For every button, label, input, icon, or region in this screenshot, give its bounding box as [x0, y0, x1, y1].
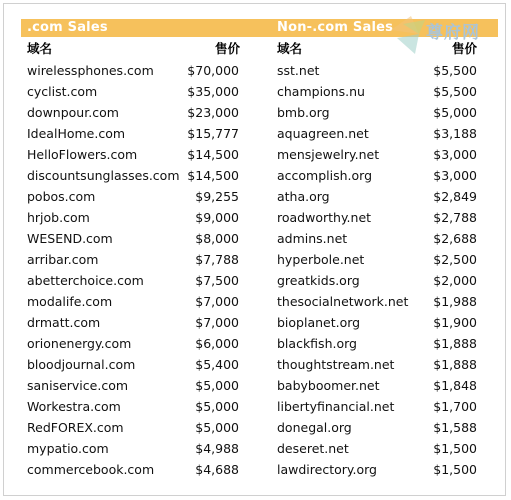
domain-cell: hrjob.com [27, 210, 90, 225]
domain-cell: libertyfinancial.net [277, 399, 395, 414]
domain-cell: atha.org [277, 189, 330, 204]
price-cell: $15,777 [187, 126, 239, 141]
table-row [277, 440, 477, 461]
price-cell: $5,000 [195, 420, 239, 435]
table-row [27, 461, 239, 482]
table-row [27, 83, 239, 104]
price-cell: $14,500 [187, 147, 239, 162]
price-cell: $7,000 [195, 294, 239, 309]
domain-cell: bloodjournal.com [27, 357, 136, 372]
table-row [27, 230, 239, 251]
domain-cell: bioplanet.org [277, 315, 361, 330]
domain-cell: drmatt.com [27, 315, 101, 330]
table-row [27, 104, 239, 125]
domain-cell: hyperbole.net [277, 252, 365, 267]
price-cell: $1,500 [433, 462, 477, 477]
price-cell: $1,500 [433, 441, 477, 456]
table-row [277, 377, 477, 398]
price-cell: $5,400 [195, 357, 239, 372]
domain-cell: lawdirectory.org [277, 462, 377, 477]
table-row [27, 440, 239, 461]
price-cell: $7,500 [195, 273, 239, 288]
domain-cell: pobos.com [27, 189, 96, 204]
domain-cell: arribar.com [27, 252, 99, 267]
price-cell: $14,500 [187, 168, 239, 183]
price-cell: $5,000 [433, 105, 477, 120]
com-price-header: 售价 [215, 41, 241, 56]
price-cell: $5,500 [433, 63, 477, 78]
domain-cell: RedFOREX.com [27, 420, 124, 435]
price-cell: $5,000 [195, 378, 239, 393]
table-row [27, 314, 239, 335]
table-row [277, 209, 477, 230]
domain-cell: champions.nu [277, 84, 365, 99]
table-row [277, 167, 477, 188]
domain-cell: wirelessphones.com [27, 63, 154, 78]
price-cell: $35,000 [187, 84, 239, 99]
price-cell: $1,988 [433, 294, 477, 309]
table-row [27, 167, 239, 188]
price-cell: $7,000 [195, 315, 239, 330]
price-cell: $3,000 [433, 147, 477, 162]
price-cell: $9,255 [195, 189, 239, 204]
non-com-sales-table [277, 62, 477, 482]
domain-cell: mypatio.com [27, 441, 109, 456]
domain-cell: sst.net [277, 63, 320, 78]
table-row [27, 398, 239, 419]
table-row [277, 335, 477, 356]
domain-cell: roadworthy.net [277, 210, 372, 225]
table-row [27, 419, 239, 440]
domain-cell: WESEND.com [27, 231, 113, 246]
price-cell: $1,888 [433, 357, 477, 372]
price-cell: $1,588 [433, 420, 477, 435]
non-com-domain-header: 域名 [277, 41, 303, 56]
table-row [277, 461, 477, 482]
table-row [27, 62, 239, 83]
table-row [27, 125, 239, 146]
com-sales-title: .com Sales [27, 20, 108, 35]
domain-cell: blackfish.org [277, 336, 357, 351]
price-cell: $4,688 [195, 462, 239, 477]
domain-cell: admins.net [277, 231, 348, 246]
table-row [27, 377, 239, 398]
price-cell: $4,988 [195, 441, 239, 456]
price-cell: $5,500 [433, 84, 477, 99]
table-row [277, 230, 477, 251]
domain-cell: donegal.org [277, 420, 352, 435]
domain-cell: HelloFlowers.com [27, 147, 138, 162]
price-cell: $2,500 [433, 252, 477, 267]
price-cell: $2,849 [433, 189, 477, 204]
domain-cell: thesocialnetwork.net [277, 294, 409, 309]
table-row [27, 209, 239, 230]
table-row [277, 125, 477, 146]
price-cell: $7,788 [195, 252, 239, 267]
watermark-text: 尊府网 [426, 23, 480, 43]
table-row [277, 146, 477, 167]
price-cell: $1,888 [433, 336, 477, 351]
price-cell: $9,000 [195, 210, 239, 225]
domain-cell: modalife.com [27, 294, 113, 309]
price-cell: $3,000 [433, 168, 477, 183]
domain-cell: Workestra.com [27, 399, 121, 414]
table-row [27, 251, 239, 272]
com-domain-header: 域名 [27, 41, 53, 56]
domain-cell: IdealHome.com [27, 126, 126, 141]
domain-cell: greatkids.org [277, 273, 360, 288]
domain-cell: cyclist.com [27, 84, 98, 99]
domain-cell: mensjewelry.net [277, 147, 380, 162]
table-row [27, 272, 239, 293]
domain-cell: deseret.net [277, 441, 349, 456]
domain-cell: aquagreen.net [277, 126, 369, 141]
table-row [277, 83, 477, 104]
table-row [277, 62, 477, 83]
table-row [27, 293, 239, 314]
table-row [277, 251, 477, 272]
domain-cell: downpour.com [27, 105, 119, 120]
non-com-price-header: 售价 [452, 41, 478, 56]
domain-cell: commercebook.com [27, 462, 155, 477]
price-cell: $2,788 [433, 210, 477, 225]
price-cell: $70,000 [187, 63, 239, 78]
price-cell: $1,700 [433, 399, 477, 414]
table-row [277, 314, 477, 335]
domain-cell: accomplish.org [277, 168, 373, 183]
table-row [27, 335, 239, 356]
price-cell: $8,000 [195, 231, 239, 246]
table-row [277, 293, 477, 314]
price-cell: $23,000 [187, 105, 239, 120]
domain-cell: discountsunglasses.com [27, 168, 180, 183]
price-cell: $3,188 [433, 126, 477, 141]
table-row [277, 272, 477, 293]
price-cell: $2,688 [433, 231, 477, 246]
domain-cell: thoughtstream.net [277, 357, 395, 372]
domain-cell: orionenergy.com [27, 336, 132, 351]
table-row [277, 104, 477, 125]
price-cell: $6,000 [195, 336, 239, 351]
domain-cell: babyboomer.net [277, 378, 380, 393]
price-cell: $2,000 [433, 273, 477, 288]
domain-cell: saniservice.com [27, 378, 129, 393]
non-com-sales-title: Non-.com Sales [277, 20, 394, 35]
com-sales-table [27, 62, 239, 482]
price-cell: $1,848 [433, 378, 477, 393]
table-row [277, 419, 477, 440]
table-row [27, 356, 239, 377]
table-row [277, 188, 477, 209]
domain-cell: bmb.org [277, 105, 330, 120]
domain-cell: abetterchoice.com [27, 273, 144, 288]
price-cell: $1,900 [433, 315, 477, 330]
table-row [27, 146, 239, 167]
table-row [277, 356, 477, 377]
table-row [27, 188, 239, 209]
price-cell: $5,000 [195, 399, 239, 414]
table-row [277, 398, 477, 419]
